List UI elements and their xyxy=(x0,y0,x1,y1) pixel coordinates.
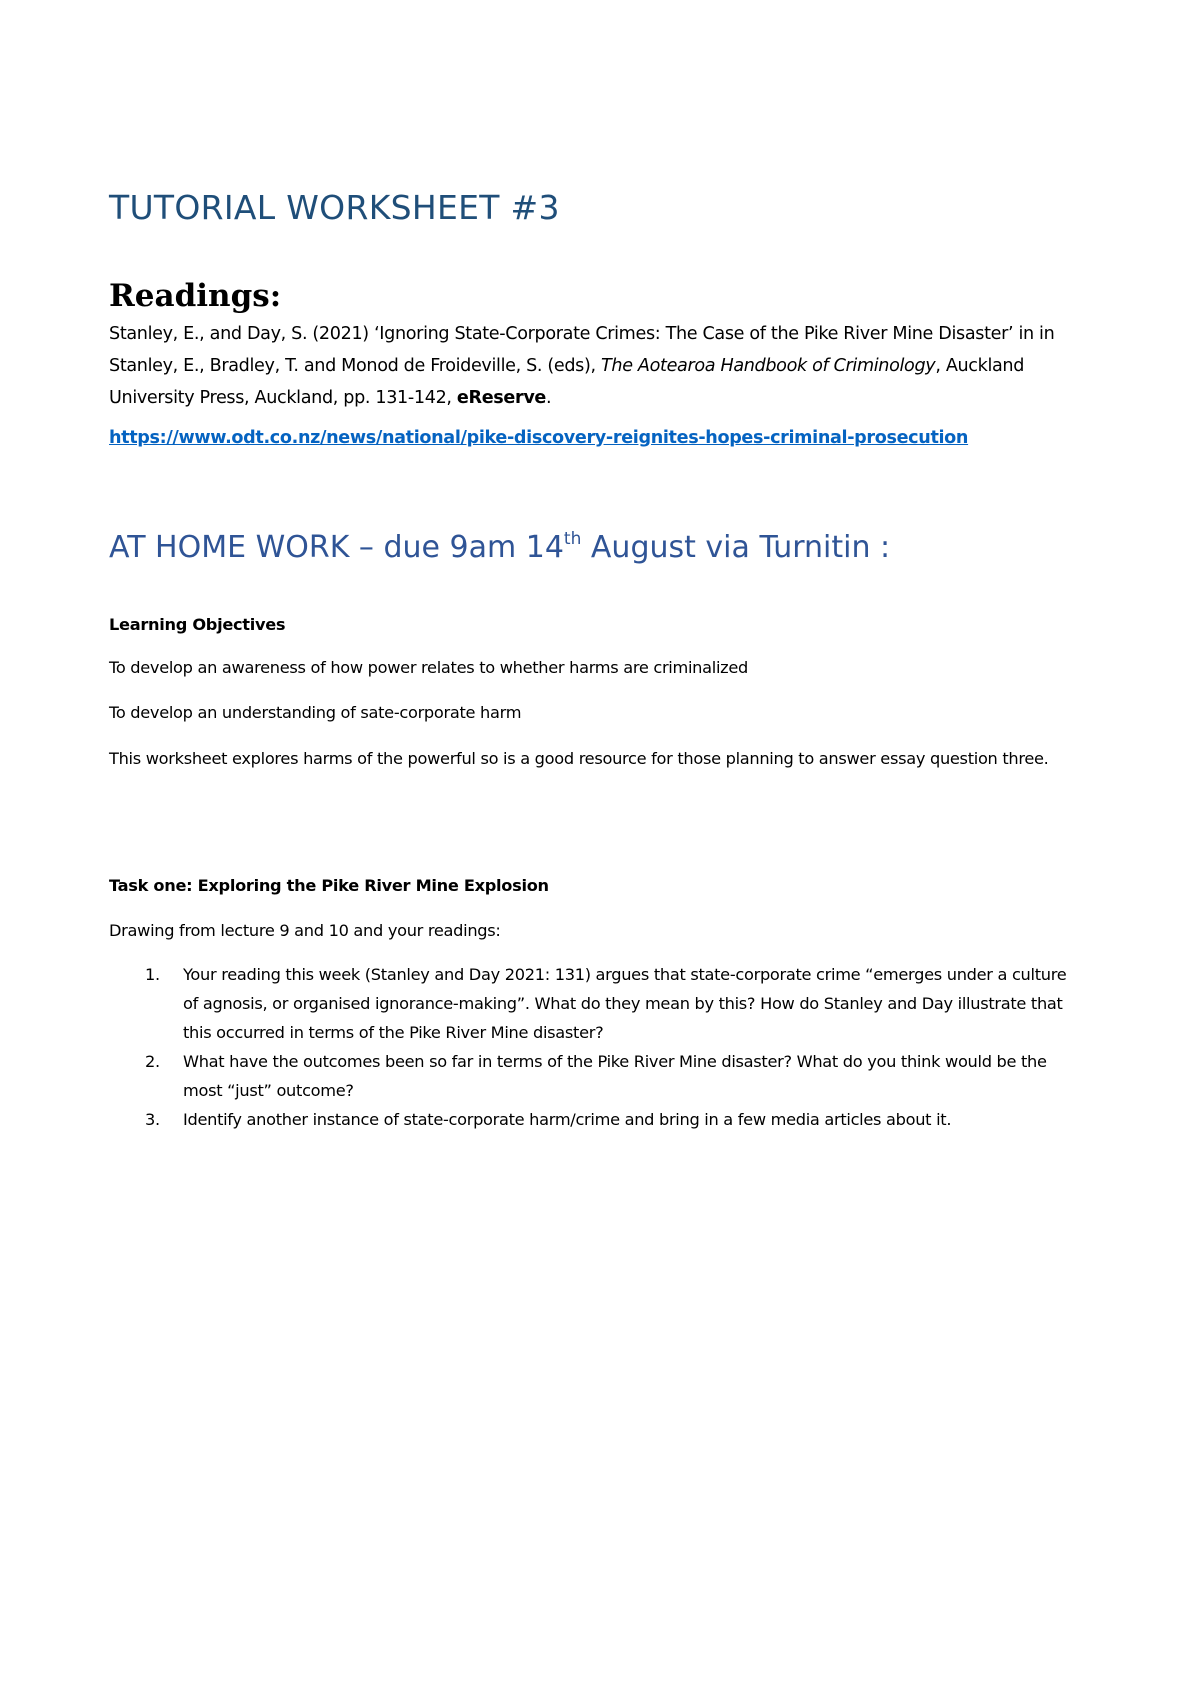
task-one-intro: Drawing from lecture 9 and 10 and your readings: xyxy=(109,921,501,940)
citation-publisher: , Auckland University Press, Auckland, pp. 131-142, xyxy=(109,356,1025,408)
question-number: 1. xyxy=(145,965,160,984)
article-link[interactable]: https://www.odt.co.nz/news/national/pike-discovery-reignites-hopes-criminal-prosecution xyxy=(109,428,969,448)
homework-heading-end: August via Turnitin : xyxy=(581,530,891,565)
task-question xyxy=(109,1105,1069,1134)
objective-item: This worksheet explores harms of the powerful so is a good resource for those planning to answer essay question three. xyxy=(109,749,1049,768)
homework-superscript: th xyxy=(563,529,582,549)
question-text: Your reading this week (Stanley and Day 2021: 131) argues that state-corporate crime “emerges under a culture of agnosis, or organised ignorance-making”. What do they mean by this? How do Stanley and Day illustrate that this occurred in terms of the Pike River Mine disaster? xyxy=(183,965,1067,1042)
task-question xyxy=(109,960,1069,1047)
ereserve-label: eReserve xyxy=(456,388,547,408)
task-one-heading: Task one: Exploring the Pike River Mine Explosion xyxy=(109,876,549,895)
question-text: Identify another instance of state-corporate harm/crime and bring in a few media articles about it. xyxy=(183,1110,952,1129)
readings-heading: Readings: xyxy=(109,278,282,314)
homework-heading xyxy=(109,530,890,565)
question-text: What have the outcomes been so far in terms of the Pike River Mine disaster? What do you think would be the most “just” outcome? xyxy=(183,1052,1047,1100)
citation-text: Stanley, E., and Day, S. (2021) ‘Ignoring State-Corporate Crimes: The Case of the Pike River Mine Disaster’ in in Stanley, E., Bradley, T. and Monod de Froideville, S. (eds), xyxy=(109,324,1055,376)
task-question xyxy=(109,1047,1069,1105)
objective-item: To develop an awareness of how power relates to whether harms are criminalized xyxy=(109,658,748,677)
learning-objectives-heading: Learning Objectives xyxy=(109,615,286,634)
question-number: 2. xyxy=(145,1052,160,1071)
question-number: 3. xyxy=(145,1110,160,1129)
task-question-list xyxy=(109,960,1069,1134)
citation-book-title: The Aotearoa Handbook of Criminology xyxy=(601,356,936,376)
reading-citation xyxy=(109,318,1069,414)
citation-end: . xyxy=(546,388,552,408)
worksheet-title: TUTORIAL WORKSHEET #3 xyxy=(109,188,560,227)
objective-item: To develop an understanding of sate-corporate harm xyxy=(109,703,522,722)
homework-heading-text: AT HOME WORK – due 9am 14 xyxy=(109,530,564,565)
